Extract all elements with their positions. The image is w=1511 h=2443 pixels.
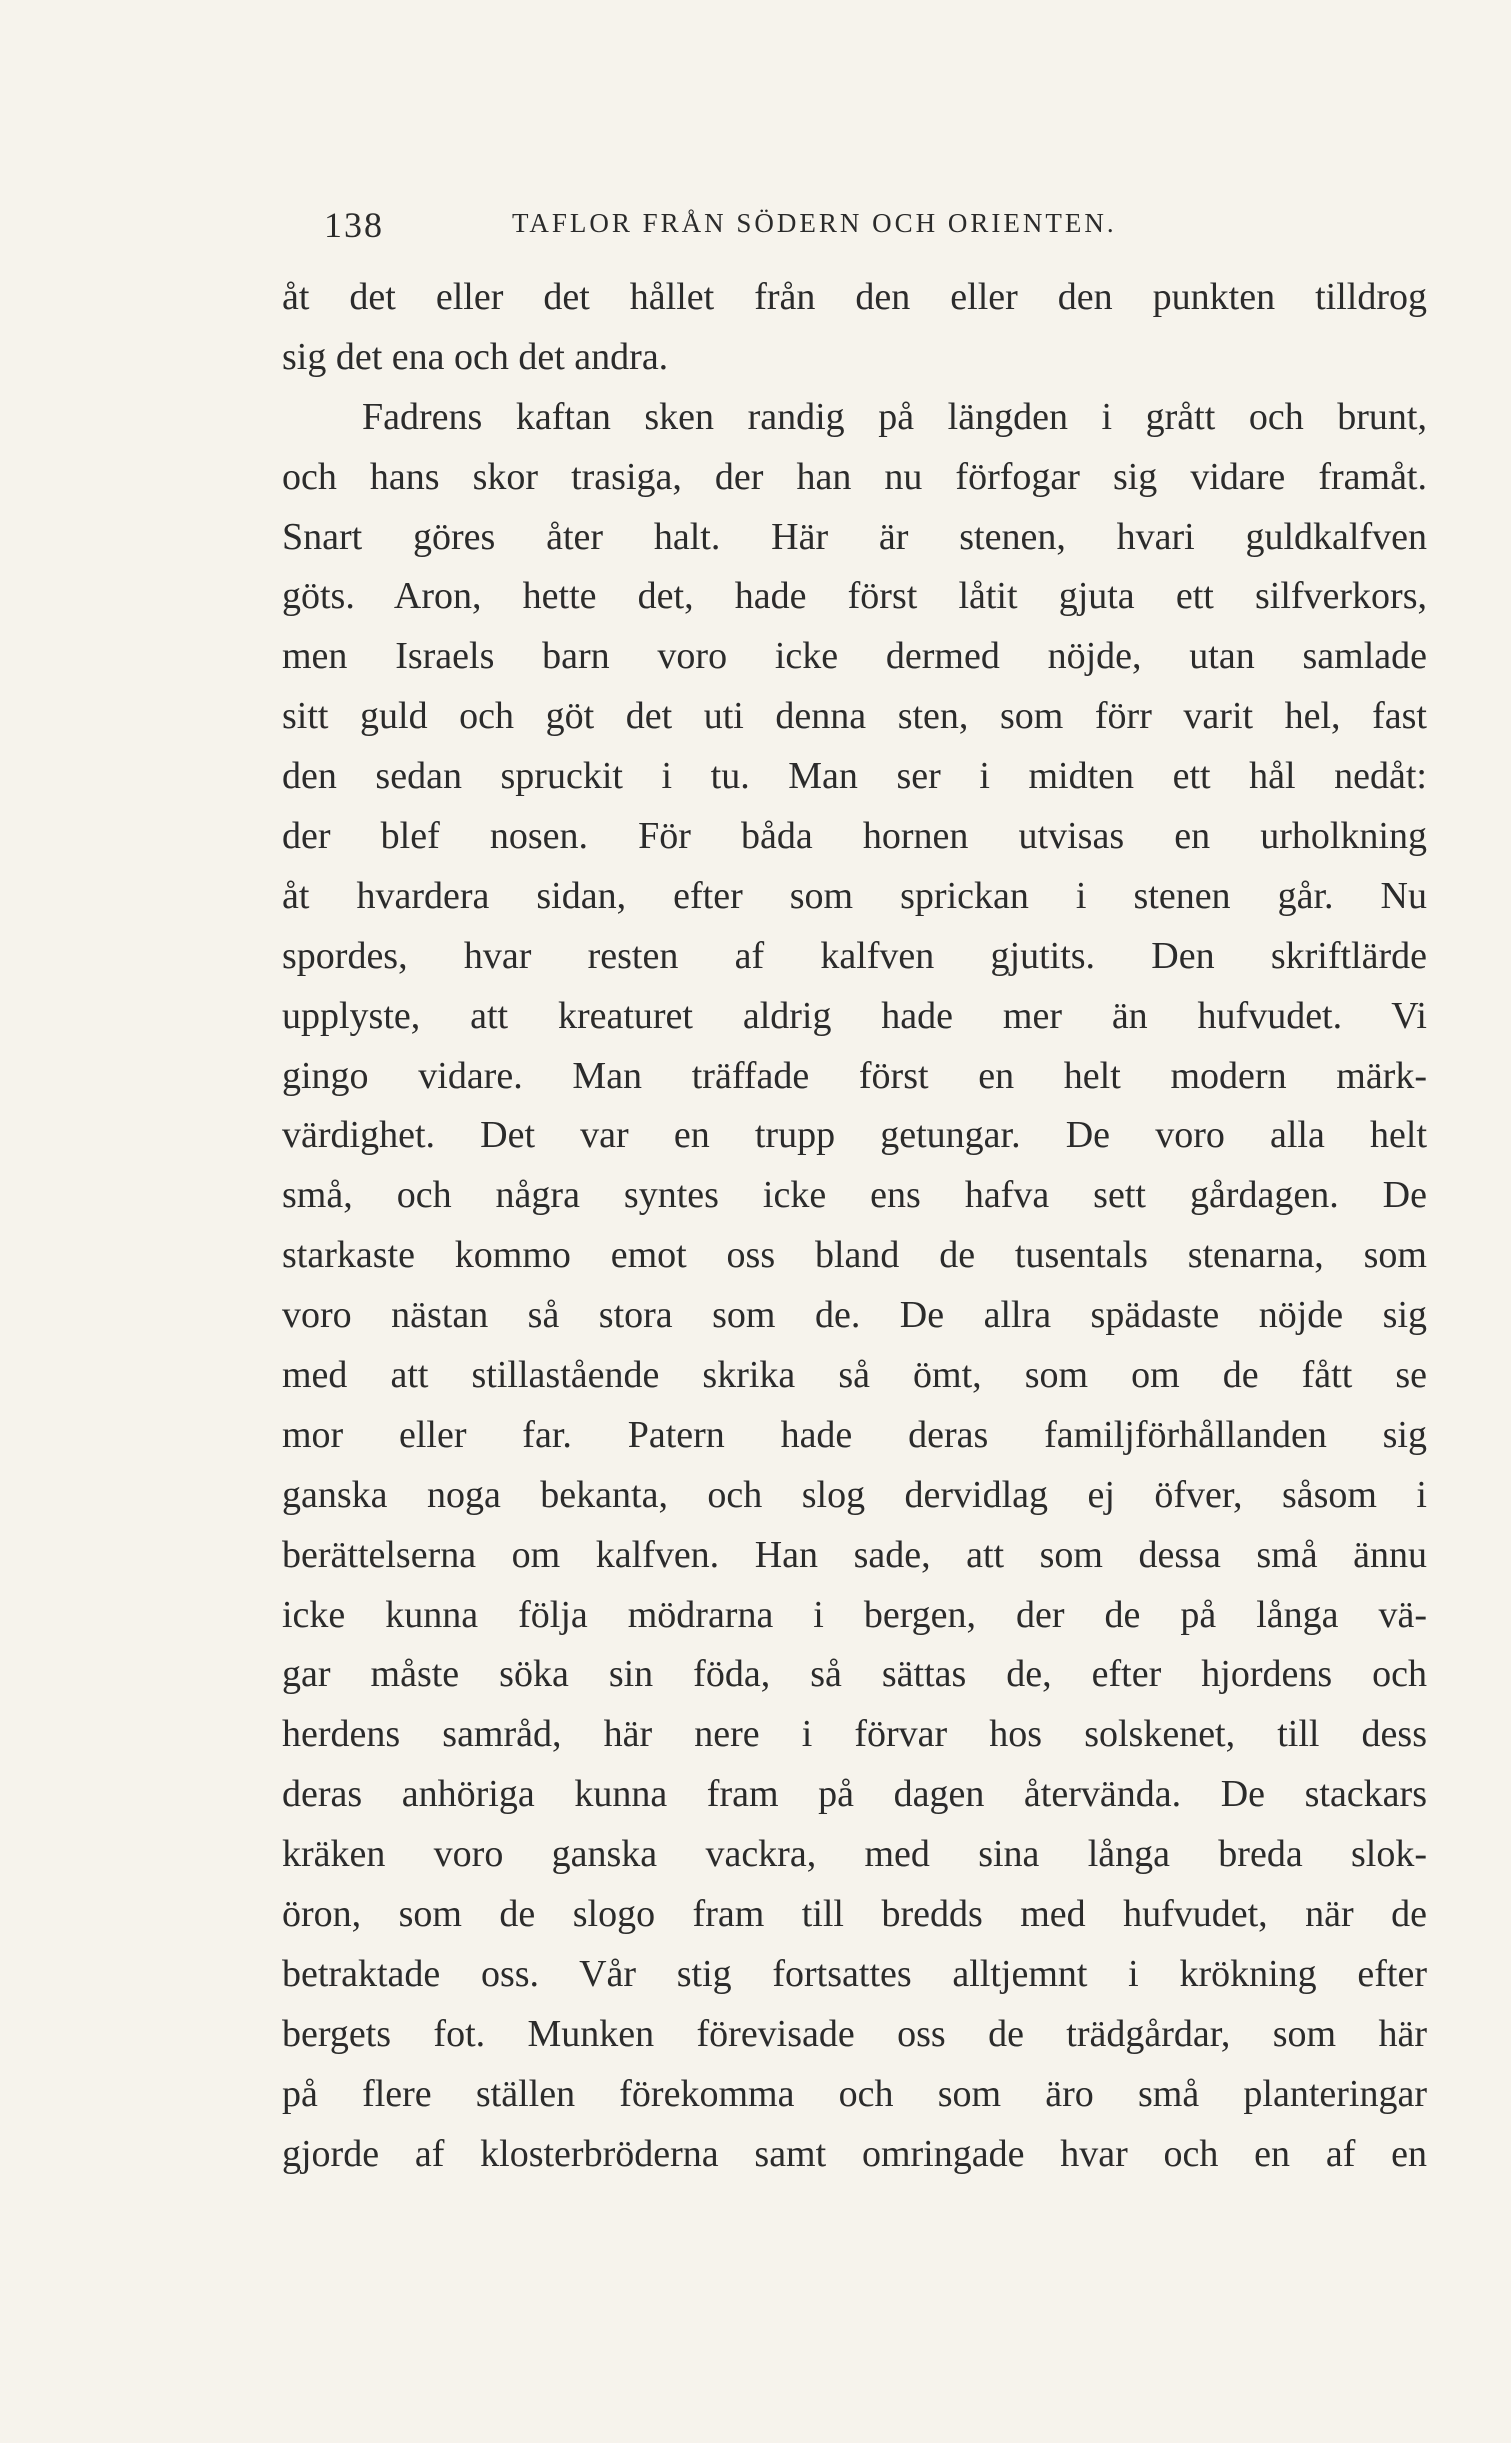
text-line: men Israels barn voro icke dermed nöjde, utan samlade [282,635,1427,678]
text-line: Snart göres åter halt. Här är stenen, hvari guldkalfven [282,515,1427,558]
text-line: på flere ställen förekomma och som äro små planteringar [282,2072,1427,2115]
text-line: upplyste, att kreaturet aldrig hade mer än hufvudet. Vi [282,994,1427,1037]
text-line: spordes, hvar resten af kalfven gjutits. Den skriftlärde [282,934,1427,977]
text-line: åt hvardera sidan, efter som sprickan i stenen går. Nu [282,874,1427,917]
text-line: den sedan spruckit i tu. Man ser i midten ett hål nedåt: [282,755,1427,798]
text-line: kräken voro ganska vackra, med sina långa breda slok- [282,1833,1427,1876]
text-line: der blef nosen. För båda hornen utvisas en urholkning [282,815,1427,858]
text-line: gjorde af klosterbröderna samt omringade hvar och en af en [282,2132,1427,2175]
page-number: 138 [324,205,384,245]
text-line: voro nästan så stora som de. De allra spädaste nöjde sig [282,1294,1427,1337]
text-line: och hans skor trasiga, der han nu förfogar sig vidare framåt. [282,455,1427,498]
text-line: mor eller far. Patern hade deras familjförhållanden sig [282,1413,1427,1456]
text-line: icke kunna följa mödrarna i bergen, der de på långa vä- [282,1593,1427,1636]
body-text [282,268,1427,2185]
text-line: åt det eller det hållet från den eller den punkten tilldrog [282,276,1427,318]
text-line: bergets fot. Munken förevisade oss de trädgårdar, som här [282,2012,1427,2055]
text-line: starkaste kommo emot oss bland de tusentals stenarna, som [282,1234,1427,1277]
text-line: gingo vidare. Man träffade först en helt modern märk- [282,1054,1427,1097]
running-title: TAFLOR FRÅN SÖDERN OCH ORIENTEN. [512,208,1117,238]
text-line: göts. Aron, hette det, hade först låtit gjuta ett silfverkors, [282,575,1427,618]
text-line: sig det ena och det andra. [282,335,669,378]
running-head [282,198,1427,258]
text-line: herdens samråd, här nere i förvar hos solskenet, till dess [282,1713,1427,1756]
text-line: Fadrens kaftan sken randig på längden i grått och brunt, [362,395,1427,438]
text-line: gar måste söka sin föda, så sättas de, efter hjordens och [282,1653,1427,1696]
text-line: ganska noga bekanta, och slog dervidlag ej öfver, såsom i [282,1473,1427,1516]
text-line: deras anhöriga kunna fram på dagen återvända. De stackars [282,1773,1427,1816]
text-line: berättelserna om kalfven. Han sade, att som dessa små ännu [282,1533,1427,1576]
text-line: små, och några syntes icke ens hafva sett gårdagen. De [282,1174,1427,1217]
text-line: med att stillastående skrika så ömt, som om de fått se [282,1354,1427,1397]
text-line: öron, som de slogo fram till bredds med hufvudet, när de [282,1893,1427,1936]
text-line: värdighet. Det var en trupp getungar. De voro alla helt [282,1114,1427,1157]
text-line: sitt guld och göt det uti denna sten, som förr varit hel, fast [282,695,1427,738]
text-line: betraktade oss. Vår stig fortsattes alltjemnt i krökning efter [282,1952,1427,1995]
